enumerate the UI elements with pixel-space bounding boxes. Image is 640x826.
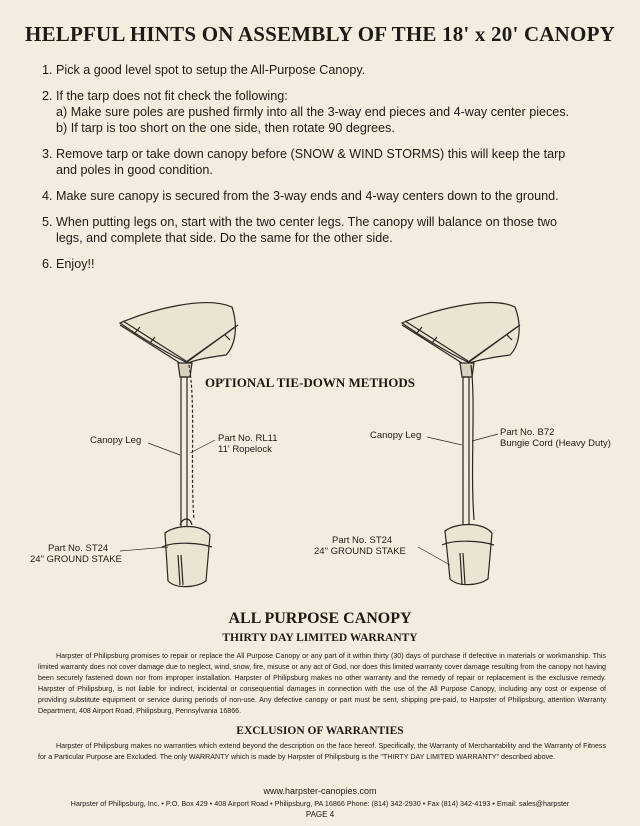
right-ground-stake-icon: [442, 525, 494, 586]
hint-number: 2.: [42, 89, 53, 103]
right-part-description-label: Bungie Cord (Heavy Duty): [500, 438, 611, 449]
hint-number: 5.: [42, 215, 53, 229]
hint-text: legs, and complete that side. Do the same for the other side.: [56, 231, 393, 245]
page-number: PAGE 4: [305, 810, 335, 819]
hint-number: 6.: [42, 257, 53, 271]
right-canopy-leg-icon: [463, 377, 469, 535]
hint-item: [42, 214, 602, 246]
hint-text: If the tarp does not fit check the following:: [56, 89, 288, 103]
left-canopy-frame-icon: [120, 303, 238, 377]
tie-down-diagram: [0, 285, 640, 605]
hint-item: [42, 256, 602, 272]
hint-number: 3.: [42, 147, 53, 161]
hint-text: a) Make sure poles are pushed firmly into all the 3-way end pieces and 4-way center pieces.: [56, 105, 570, 119]
hint-number: 4.: [42, 189, 53, 203]
hint-text: b) If tarp is too short on the one side, then rotate 90 degrees.: [56, 121, 395, 135]
exclusion-title: EXCLUSION OF WARRANTIES: [236, 725, 404, 737]
right-part-number-label: Part No. B72: [500, 427, 555, 438]
hint-text: Pick a good level spot to setup the All-Purpose Canopy.: [56, 63, 366, 77]
hint-item: [42, 62, 602, 78]
tie-down-heading: OPTIONAL TIE-DOWN METHODS: [205, 375, 415, 390]
hint-number: 1.: [42, 63, 53, 77]
hint-item: [42, 88, 602, 136]
left-stake-description-label: 24" GROUND STAKE: [30, 554, 122, 565]
warranty-title: ALL PURPOSE CANOPY: [228, 610, 412, 627]
hint-text: Enjoy!!: [56, 257, 95, 271]
right-canopy-frame-icon: [402, 303, 520, 377]
hint-item: [42, 188, 602, 204]
left-stake-number-label: Part No. ST24: [48, 543, 109, 554]
exclusion-text: Harpster of Philipsburg makes no warranties which extend beyond the description on the face hereof. Specifically, the Warranty of Merchantability and the Warranty of Fitness for a Particular Purpose are Excluded. The only WARRANTY which is made by Harpster of Philipsburg is the "THIRTY DAY LIMITED WARRANTY" described above.: [38, 742, 606, 761]
warranty-text: Harpster of Philipsburg promises to repair or replace the All Purpose Canopy or any part of it within thirty (30) days of purchase if defective in materials or workmanship. This limited warranty does not cover damage due to neglect, wind, snow, fire, misuse or any act of God, nor does this limited warranty cover damage resulting from the canopy not having been securely fastened down nor from improper installation. Harpster of Philipsburg makes no other warranty and the remedy of repair or replacement is the exclusive remedy. Harpster of Philipsburg, is not liable for indirect, incidental or consequential damages in connection with the use of the All Purpose Canopy, including any cost or expense of providing substitute equipment or service during periods of non-use. Any defective canopy or part must be sent, shipping pre-paid, to Harpster of Philipsburg, attention Warranty Department, 408 Airport Road, Philipsburg, Pennsylvania 16866.: [38, 652, 606, 715]
left-canopy-leg-label: Canopy Leg: [90, 435, 142, 446]
left-part-number-label: Part No. RL11: [218, 433, 278, 444]
right-stake-description-label: 24" GROUND STAKE: [314, 546, 406, 557]
footer-url[interactable]: www.harpster-canopies.com: [263, 786, 377, 796]
hint-text: Make sure canopy is secured from the 3-way ends and 4-way centers down to the ground.: [56, 189, 559, 203]
page-title: HELPFUL HINTS ON ASSEMBLY OF THE 18' x 20' CANOPY: [25, 22, 615, 46]
left-ground-stake-icon: [162, 527, 212, 587]
hint-item: [42, 146, 602, 178]
left-canopy-leg-icon: [181, 377, 187, 535]
warranty-subtitle: THIRTY DAY LIMITED WARRANTY: [222, 632, 418, 644]
footer-address: Harpster of Philipsburg, Inc. • P.O. Box 429 • 408 Airport Road • Philipsburg, PA 16866 Phone: (814) 342-2930 • Fax (814) 342-4193 • Email: sales@harpster: [70, 799, 570, 808]
left-part-description-label: 11' Ropelock: [218, 444, 272, 455]
hint-text: and poles in good condition.: [56, 163, 213, 177]
hint-text: When putting legs on, start with the two center legs. The canopy will balance on those two: [56, 215, 558, 229]
right-stake-number-label: Part No. ST24: [332, 535, 393, 546]
hints-list: [42, 62, 602, 282]
hint-text: Remove tarp or take down canopy before (SNOW & WIND STORMS) this will keep the tarp: [56, 147, 566, 161]
right-canopy-leg-label: Canopy Leg: [370, 430, 422, 441]
